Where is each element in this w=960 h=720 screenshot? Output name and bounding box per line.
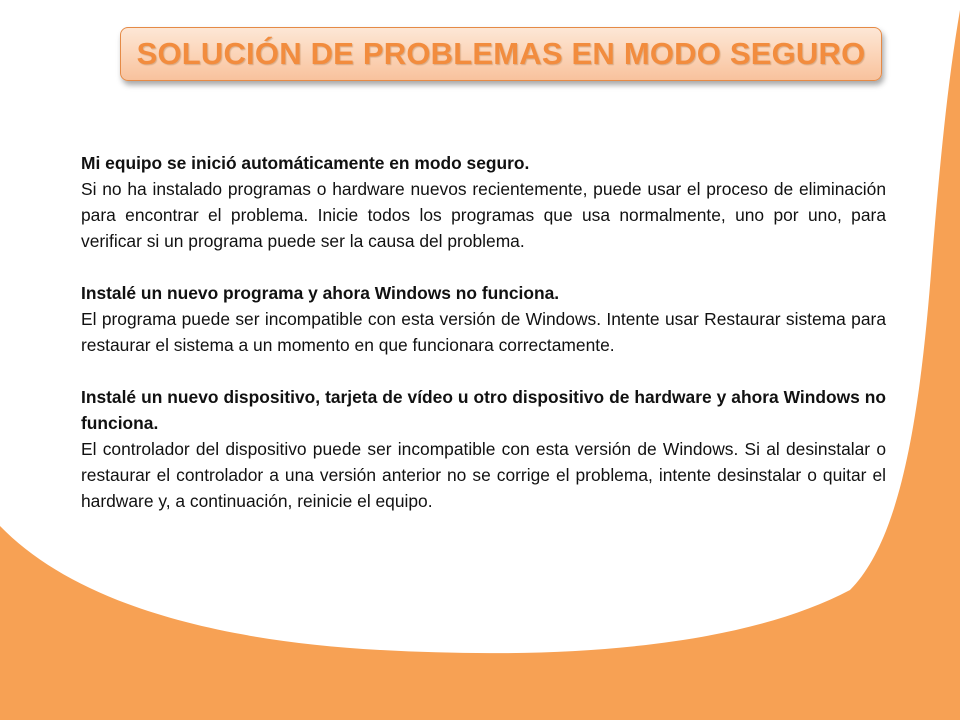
- section-heading-auto-safe-mode: Mi equipo se inició automáticamente en modo seguro.: [81, 153, 530, 173]
- section-heading-new-program: Instalé un nuevo programa y ahora Windows no funciona.: [81, 283, 560, 303]
- section-body-new-device: El controlador del dispositivo puede ser incompatible con esta versión de Windows. Si al desinstalar o restaurar el controlador a una versión anterior no se corrige el problema, intente desinstalar o quitar el hardware y, a continuación, reinicie el equipo.: [81, 439, 886, 511]
- section-heading-new-device: Instalé un nuevo dispositivo, tarjeta de vídeo u otro dispositivo de hardware y ahora Windows no funciona.: [81, 387, 886, 433]
- section-body-auto-safe-mode: Si no ha instalado programas o hardware nuevos recientemente, puede usar el proceso de eliminación para encontrar el problema. Inicie todos los programas que usa normalmente, uno por uno, para verificar si un programa puede ser la causa del problema.: [81, 179, 886, 251]
- title-banner: [120, 27, 882, 81]
- content-area: [81, 150, 886, 514]
- section-body-new-program: El programa puede ser incompatible con esta versión de Windows. Intente usar Restaurar sistema para restaurar el sistema a un momento en que funcionara correctamente.: [81, 309, 886, 355]
- slide-title: SOLUCIÓN DE PROBLEMAS EN MODO SEGURO: [136, 36, 866, 71]
